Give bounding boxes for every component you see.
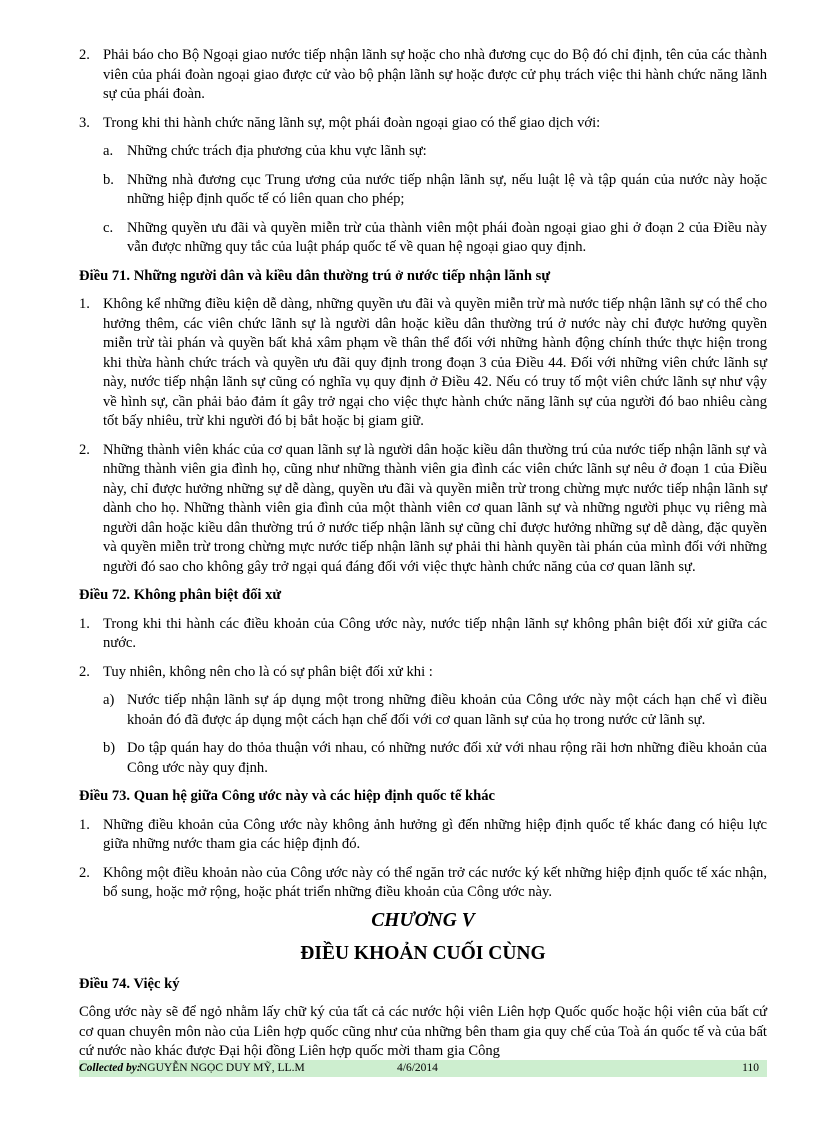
item-number: 1. (79, 615, 90, 632)
item-number: 3. (79, 114, 90, 131)
sub-item-letter: a) (103, 692, 115, 708)
page-number: 110 (742, 1062, 759, 1074)
article-heading: Điều 71. Những người dân và kiều dân thường trú ở nước tiếp nhận lãnh sự (79, 267, 551, 284)
sub-item (79, 691, 767, 730)
sub-item-text: Những quyền ưu đãi và quyền miễn trừ của thành viên một phái đoàn ngoại giao ghi ở đoạn 2 của Điều này vẫn được những quy tắc của luật pháp quốc tế về quan hệ ngoại giao quy định. (127, 219, 767, 255)
list-item (79, 441, 767, 578)
document-page (79, 46, 767, 1062)
footer-author: NGUYỄN NGỌC DUY MỸ, LL.M (139, 1062, 305, 1074)
chapter-label: CHƯƠNG V (371, 909, 475, 931)
sub-item-text: Những nhà đương cục Trung ương của nước tiếp nhận lãnh sự, nếu luật lệ và tập quán của nước này hoặc những hiệp định quốc tế có liên quan cho phép; (127, 171, 767, 207)
item-text: Những thành viên khác của cơ quan lãnh sự là người dân hoặc kiều dân thường trú của nước tiếp nhận lãnh sự và những thành viên gia đình họ, cũng như những thành viên gia đình các viên chức lãnh sự nêu ở đoạn 1 của Điều này, chỉ được hưởng những sự dễ dàng, quyền ưu đãi và quyền miễn trừ trong chừng mực nước tiếp nhận lãnh sự dành cho họ. Những thành viên gia đình của một thành viên cơ quan lãnh sự và những người phục vụ riêng mà người dân hoặc kiều dân thường trú ở nước tiếp nhận lãnh sự cũng chỉ được hưởng những sự dễ dàng, đặc quyền và quyền miễn trừ trong chừng mực nước tiếp nhận lãnh sự phải thi hành quyền tài phán của mình đối với những người đó sao cho không gây trở ngại quá đáng đối với việc thực hành chức năng của cơ quan lãnh sự. (103, 441, 767, 575)
item-number: 2. (79, 663, 90, 680)
item-text: Những điều khoản của Công ước này không ảnh hưởng gì đến những hiệp định quốc tế khác đang có hiệu lực giữa những nước tham gia các hiệp định đó. (103, 816, 767, 852)
item-text: Phải báo cho Bộ Ngoại giao nước tiếp nhận lãnh sự hoặc cho nhà đương cục do Bộ đó chỉ định, tên của các thành viên của phái đoàn ngoại giao được cử vào bộ phận lãnh sự hoặc được cử phụ trách việc thi hành chức năng lãnh sự của phái đoàn. (103, 47, 767, 102)
item-number: 2. (79, 47, 90, 63)
article-heading: Điều 73. Quan hệ giữa Công ước này và các hiệp định quốc tế khác (79, 788, 496, 804)
list-item (79, 663, 767, 683)
sub-item (79, 739, 767, 778)
sub-item-letter: a. (103, 143, 114, 159)
list-item (79, 46, 767, 105)
article-paragraph: Công ước này sẽ để ngỏ nhằm lấy chữ ký của tất cả các nước hội viên Liên hợp Quốc quốc hoặc hội viên của bất cứ cơ quan chuyên môn nào của Liên hợp quốc cũng như của những bên tham gia quy chế của Toà án quốc tế và của bất cứ nước nào khác được Đại hội đồng Liên hợp quốc mời tham gia Công (79, 1004, 767, 1059)
sub-item-text: Do tập quán hay do thỏa thuận với nhau, có những nước đối xử với nhau rộng rãi hơn những điều khoản của Công ước này quy định. (127, 740, 767, 776)
sub-item-letter: b. (103, 171, 114, 188)
item-text: Không kể những điều kiện dễ dàng, những quyền ưu đãi và quyền miễn trừ mà nước tiếp nhận lãnh sự có thể cho hưởng thêm, các viên chức lãnh sự là người dân hoặc kiều dân thường trú ở nước này chỉ được hưởng quyền miễn trừ tài phán và quyền bất khả xâm phạm về thân thể đối với những hành động chính thức thực hiện trong khi thừa hành chức trách và quyền ưu đãi quy định trong đoạn 3 của Điều 44. Đối với những viên chức lãnh sự này, nước tiếp nhận lãnh sự cũng có nghĩa vụ quy định ở Điều 42. Nếu có truy tố một viên chức lãnh sự như vậy về hình sự, cần phải bảo đảm ít gây trở ngại cho việc thực hành chức năng lãnh sự của người đó bao nhiêu càng tốt bấy nhiêu, trừ khi người đó bị bắt hoặc bị giam giữ. (103, 296, 767, 429)
list-item (79, 864, 767, 903)
sub-item-letter: b) (103, 740, 116, 756)
item-text: Trong khi thi hành các điều khoản của Công ước này, nước tiếp nhận lãnh sự không phân biệt đối xử giữa các nước. (103, 615, 767, 651)
item-number: 1. (79, 296, 90, 312)
item-text: Trong khi thi hành chức năng lãnh sự, một phái đoàn ngoại giao có thể giao dịch với: (103, 114, 601, 131)
sub-item (79, 219, 767, 258)
item-number: 2. (79, 441, 90, 458)
footer-date: 4/6/2014 (397, 1062, 438, 1074)
list-item (79, 615, 767, 654)
sub-item-letter: c. (103, 219, 114, 236)
sub-item-text: Nước tiếp nhận lãnh sự áp dụng một trong những điều khoản của Công ước này một cách hạn chế vì điều khoản đó đã được áp dụng một cách hạn chế đối với cơ quan lãnh sự của họ trong nước cử lãnh sự. (127, 692, 767, 728)
item-number: 1. (79, 816, 90, 833)
page-footer (79, 1060, 767, 1077)
article-heading: Điều 74. Việc ký (79, 975, 180, 992)
chapter-title: ĐIỀU KHOẢN CUỐI CÙNG (300, 942, 546, 964)
list-item (79, 816, 767, 855)
article-heading: Điều 72. Không phân biệt đối xử (79, 587, 282, 603)
sub-item-text: Những chức trách địa phương của khu vực lãnh sự: (127, 143, 427, 159)
sub-item (79, 171, 767, 210)
list-item (79, 295, 767, 432)
sub-item (79, 142, 767, 162)
footer-label: Collected by: (79, 1062, 141, 1074)
item-text: Tuy nhiên, không nên cho là có sự phân biệt đối xử khi : (103, 663, 433, 680)
item-text: Không một điều khoản nào của Công ước này có thể ngăn trở các nước ký kết những hiệp định quốc tế xác nhận, bổ sung, hoặc mở rộng, hoặc phát triển những điều khoản của Công ước này. (103, 864, 767, 900)
item-number: 2. (79, 864, 90, 881)
list-item (79, 114, 767, 134)
